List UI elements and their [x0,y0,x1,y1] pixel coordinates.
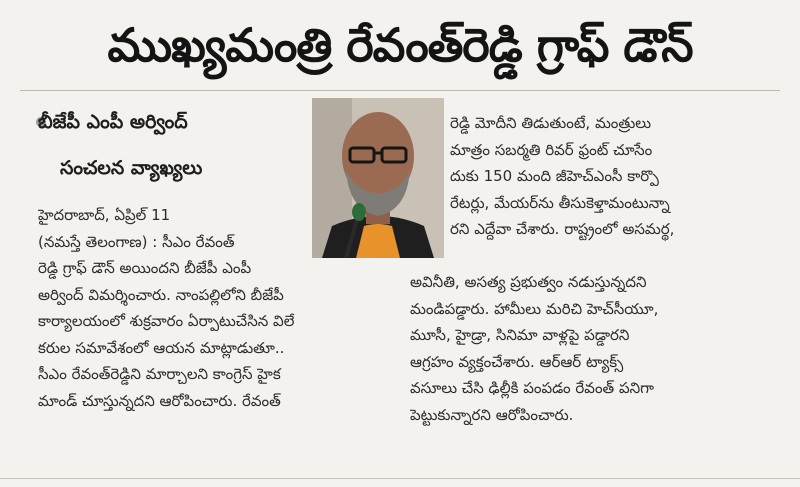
right-top-line-4: రేటర్లు, మేయర్‌ను తీసుకెళ్తామంటున్నా [450,193,670,212]
left-column [38,202,404,414]
left-line-6: కరుల సమావేశంలో ఆయన మాట్లాడుతూ.. [38,338,285,357]
right-top-line-2: మాత్రం సబర్మతి రివర్ ఫ్రంట్ చూసేం [450,140,653,159]
left-line-2: (నమస్తే తెలంగాణ) : సీఎం రేవంత్ [38,232,235,251]
right-line-5: వసూలు చేసి ఢిల్లీకి పంపడం రేవంత్ పనిగా [410,379,654,397]
right-line-4: ఆగ్రహం వ్యక్తంచేశారు. ఆర్‌ఆర్ ట్యాక్స్ [410,352,624,371]
left-line-5: కార్యాలయంలో శుక్రవారం ఏర్పాటుచేసిన విలే [38,312,295,330]
right-column [410,269,770,428]
subhead-1: బీజేపీ ఎంపీ అర్వింద్ [38,111,188,133]
left-line-8: మాండ్ చూస్తున్నదని ఆరోపించారు. రేవంత్ [38,391,281,410]
article-headline: ముఖ్యమంత్రి రేవంత్‌రెడ్డి గ్రాఫ్ డౌన్ [107,18,693,72]
right-top-line-1: రెడ్డి మోదీని తిడుతుంటే, మంత్రులు [450,114,652,132]
right-top-line-3: దుకు 150 మంది జీహెచ్‌ఎంసీ కార్పొ [450,167,659,185]
subhead-2: సంచలన వ్యాఖ్యలు [60,157,203,179]
right-line-1: అవినీతి, అసత్య ప్రభుత్వం నడుస్తున్నదని [410,273,647,291]
right-line-3: మూసీ, హైడ్రా, సినిమా వాళ్లపై పడ్డారని [410,326,630,344]
left-line-7: సీఎం రేవంత్‌రెడ్డిని మార్చాలని కాంగ్రెస్ హైక [38,365,281,383]
right-column-top [450,110,770,243]
headline-divider [20,90,780,91]
right-top-line-5: రని ఎద్దేవా చేశారు. రాష్ట్రంలో అసమర్థ, [450,220,675,238]
left-line-4: అర్వింద్ విమర్శించారు. నాంపల్లిలోని బీజేపీ [38,285,284,304]
right-line-2: మండిపడ్డారు. హామీలు మరిచి హెచ్‌సీయూ, [410,299,659,318]
left-line-1: హైదరాబాద్, ఏప్రిల్ 11 [38,206,171,224]
right-line-6: పెట్టుకున్నారని ఆరోపించారు. [410,405,574,424]
bottom-divider [0,478,800,479]
left-line-3: రెడ్డి గ్రాఫ్ డౌన్ అయిందని బీజేపీ ఎంపీ [38,259,252,277]
